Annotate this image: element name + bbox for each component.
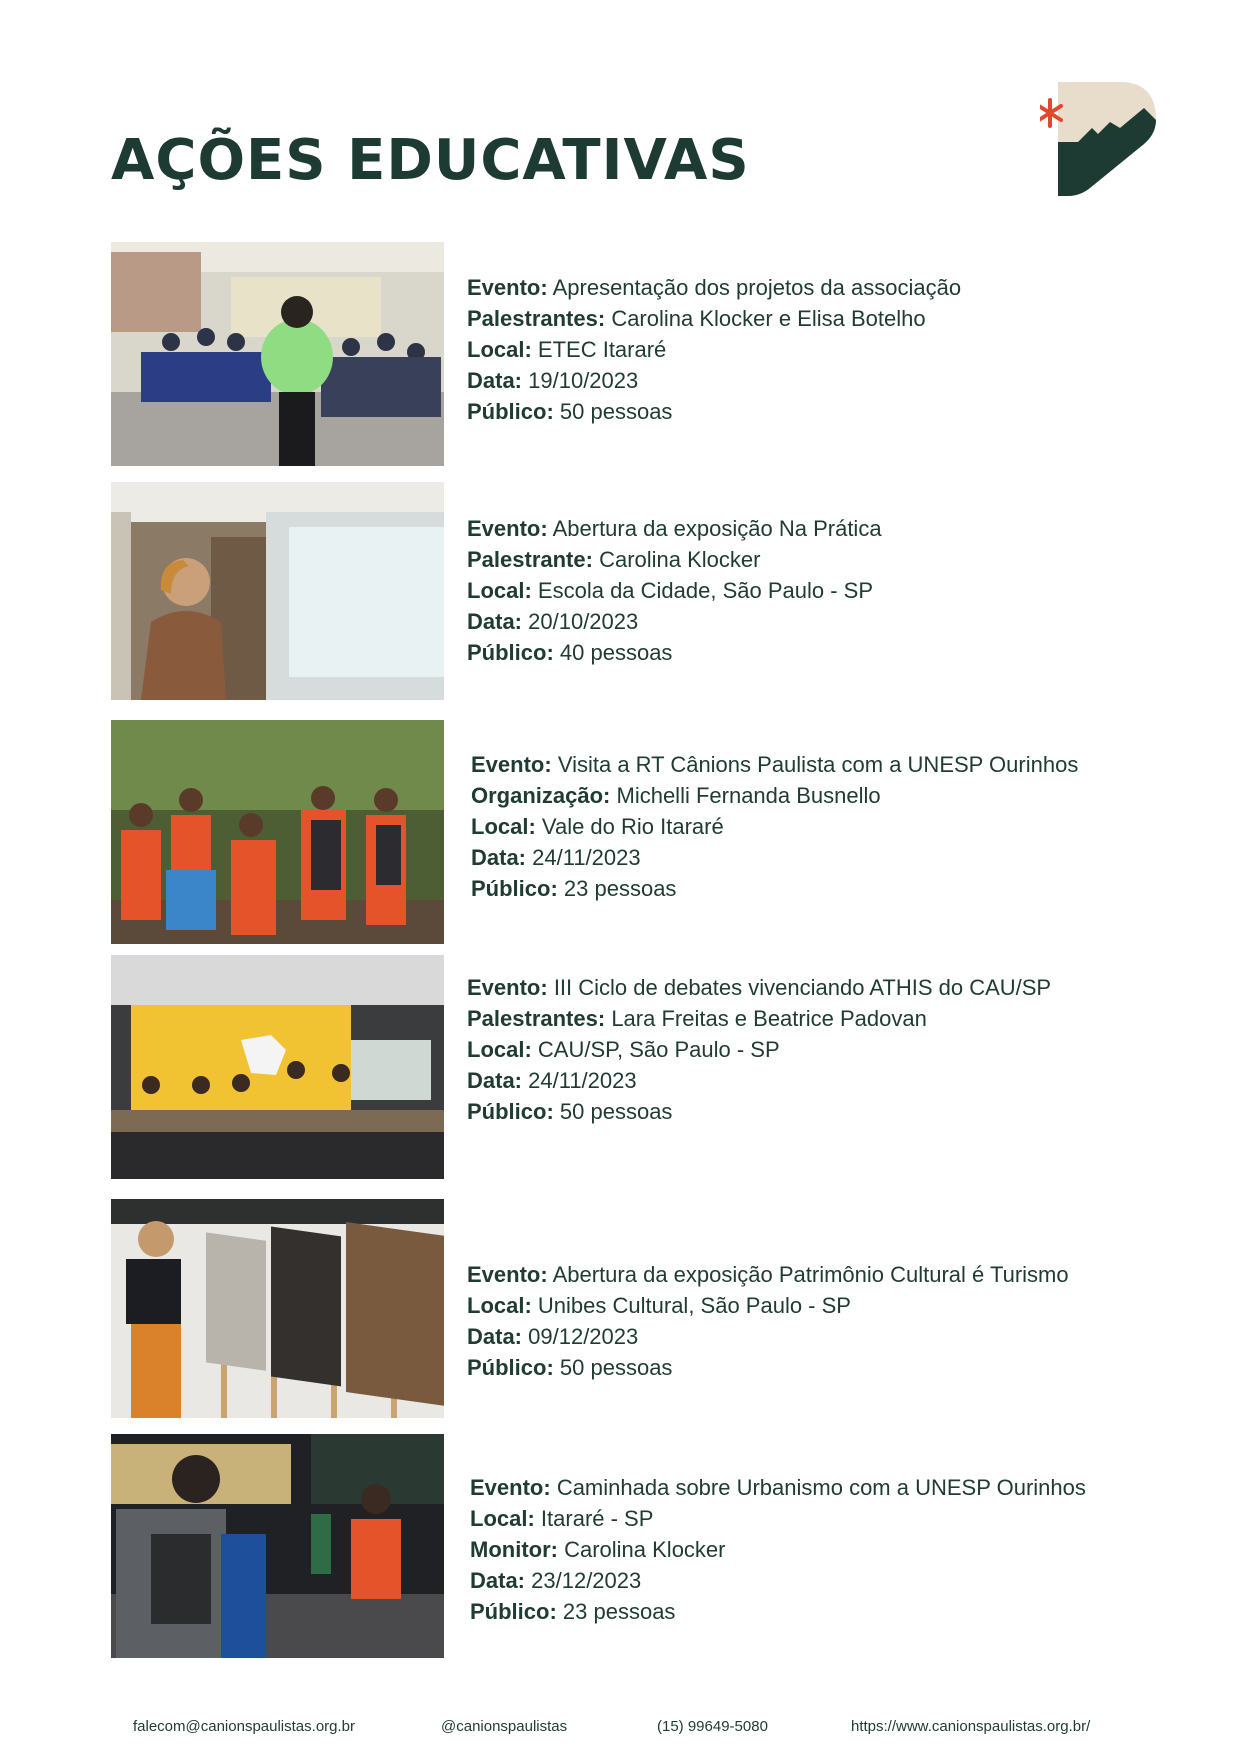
- event-info: [470, 1472, 1150, 1627]
- event-info: [471, 749, 1151, 904]
- event-card: [111, 242, 1151, 466]
- event-line-data: Data: 24/11/2023: [467, 1068, 637, 1093]
- event-photo: [111, 1434, 444, 1658]
- footer-email-link[interactable]: falecom@canionspaulistas.org.br: [133, 1718, 356, 1735]
- footer-website-link[interactable]: https://www.canionspaulistas.org.br/: [851, 1718, 1091, 1735]
- event-line-palestrante: Palestrante: Carolina Klocker: [467, 547, 761, 572]
- event-line-palestrantes: Palestrantes: Lara Freitas e Beatrice Padovan: [467, 1006, 927, 1031]
- event-photo: [111, 482, 444, 700]
- event-line-data: Data: 19/10/2023: [467, 368, 639, 393]
- event-line-data: Data: 23/12/2023: [470, 1568, 642, 1593]
- event-line-evento: Evento: Visita a RT Cânions Paulista com a UNESP Ourinhos: [471, 752, 1079, 777]
- event-line-local: Local: ETEC Itararé: [467, 337, 667, 362]
- event-line-publico: Público: 23 pessoas: [470, 1599, 676, 1624]
- event-line-monitor: Monitor: Carolina Klocker: [470, 1537, 726, 1562]
- event-line-local: Local: CAU/SP, São Paulo - SP: [467, 1037, 780, 1062]
- event-line-evento: Evento: Apresentação dos projetos da associação: [467, 275, 962, 300]
- event-line-local: Local: Unibes Cultural, São Paulo - SP: [467, 1293, 851, 1318]
- footer: [0, 1718, 1240, 1742]
- event-line-local: Local: Itararé - SP: [470, 1506, 654, 1531]
- event-photo: [111, 1199, 444, 1418]
- event-card: [111, 955, 1151, 1179]
- event-line-evento: Evento: III Ciclo de debates vivenciando ATHIS do CAU/SP: [467, 975, 1052, 1000]
- event-info: [467, 513, 1147, 668]
- event-line-evento: Evento: Abertura da exposição Na Prática: [467, 516, 882, 541]
- event-info: [467, 272, 1147, 427]
- event-card: [111, 1434, 1151, 1658]
- event-line-publico: Público: 50 pessoas: [467, 399, 673, 424]
- event-line-data: Data: 09/12/2023: [467, 1324, 639, 1349]
- event-info: [467, 1259, 1147, 1383]
- event-line-palestrantes: Palestrantes: Carolina Klocker e Elisa Botelho: [467, 306, 926, 331]
- event-line-data: Data: 24/11/2023: [471, 845, 641, 870]
- event-card: [111, 482, 1151, 700]
- canions-paulistas-logo: [1040, 82, 1160, 197]
- event-card: [111, 720, 1151, 944]
- event-line-evento: Evento: Caminhada sobre Urbanismo com a UNESP Ourinhos: [470, 1475, 1086, 1500]
- event-card: [111, 1199, 1151, 1418]
- event-photo: [111, 242, 444, 466]
- event-line-publico: Público: 50 pessoas: [467, 1355, 673, 1380]
- event-line-publico: Público: 40 pessoas: [467, 640, 673, 665]
- footer-social-link[interactable]: @canionspaulistas: [441, 1718, 568, 1735]
- event-line-organizacao: Organização: Michelli Fernanda Busnello: [471, 783, 881, 808]
- event-line-evento: Evento: Abertura da exposição Patrimônio Cultural é Turismo: [467, 1262, 1069, 1287]
- event-photo: [111, 955, 444, 1179]
- event-info: [467, 972, 1147, 1127]
- event-line-publico: Público: 50 pessoas: [467, 1099, 673, 1124]
- event-photo: [111, 720, 444, 944]
- page-title: AÇÕES EDUCATIVAS: [111, 128, 750, 193]
- event-line-data: Data: 20/10/2023: [467, 609, 639, 634]
- event-line-local: Local: Vale do Rio Itararé: [471, 814, 724, 839]
- event-line-publico: Público: 23 pessoas: [471, 876, 677, 901]
- footer-phone: (15) 99649-5080: [657, 1718, 768, 1735]
- event-line-local: Local: Escola da Cidade, São Paulo - SP: [467, 578, 874, 603]
